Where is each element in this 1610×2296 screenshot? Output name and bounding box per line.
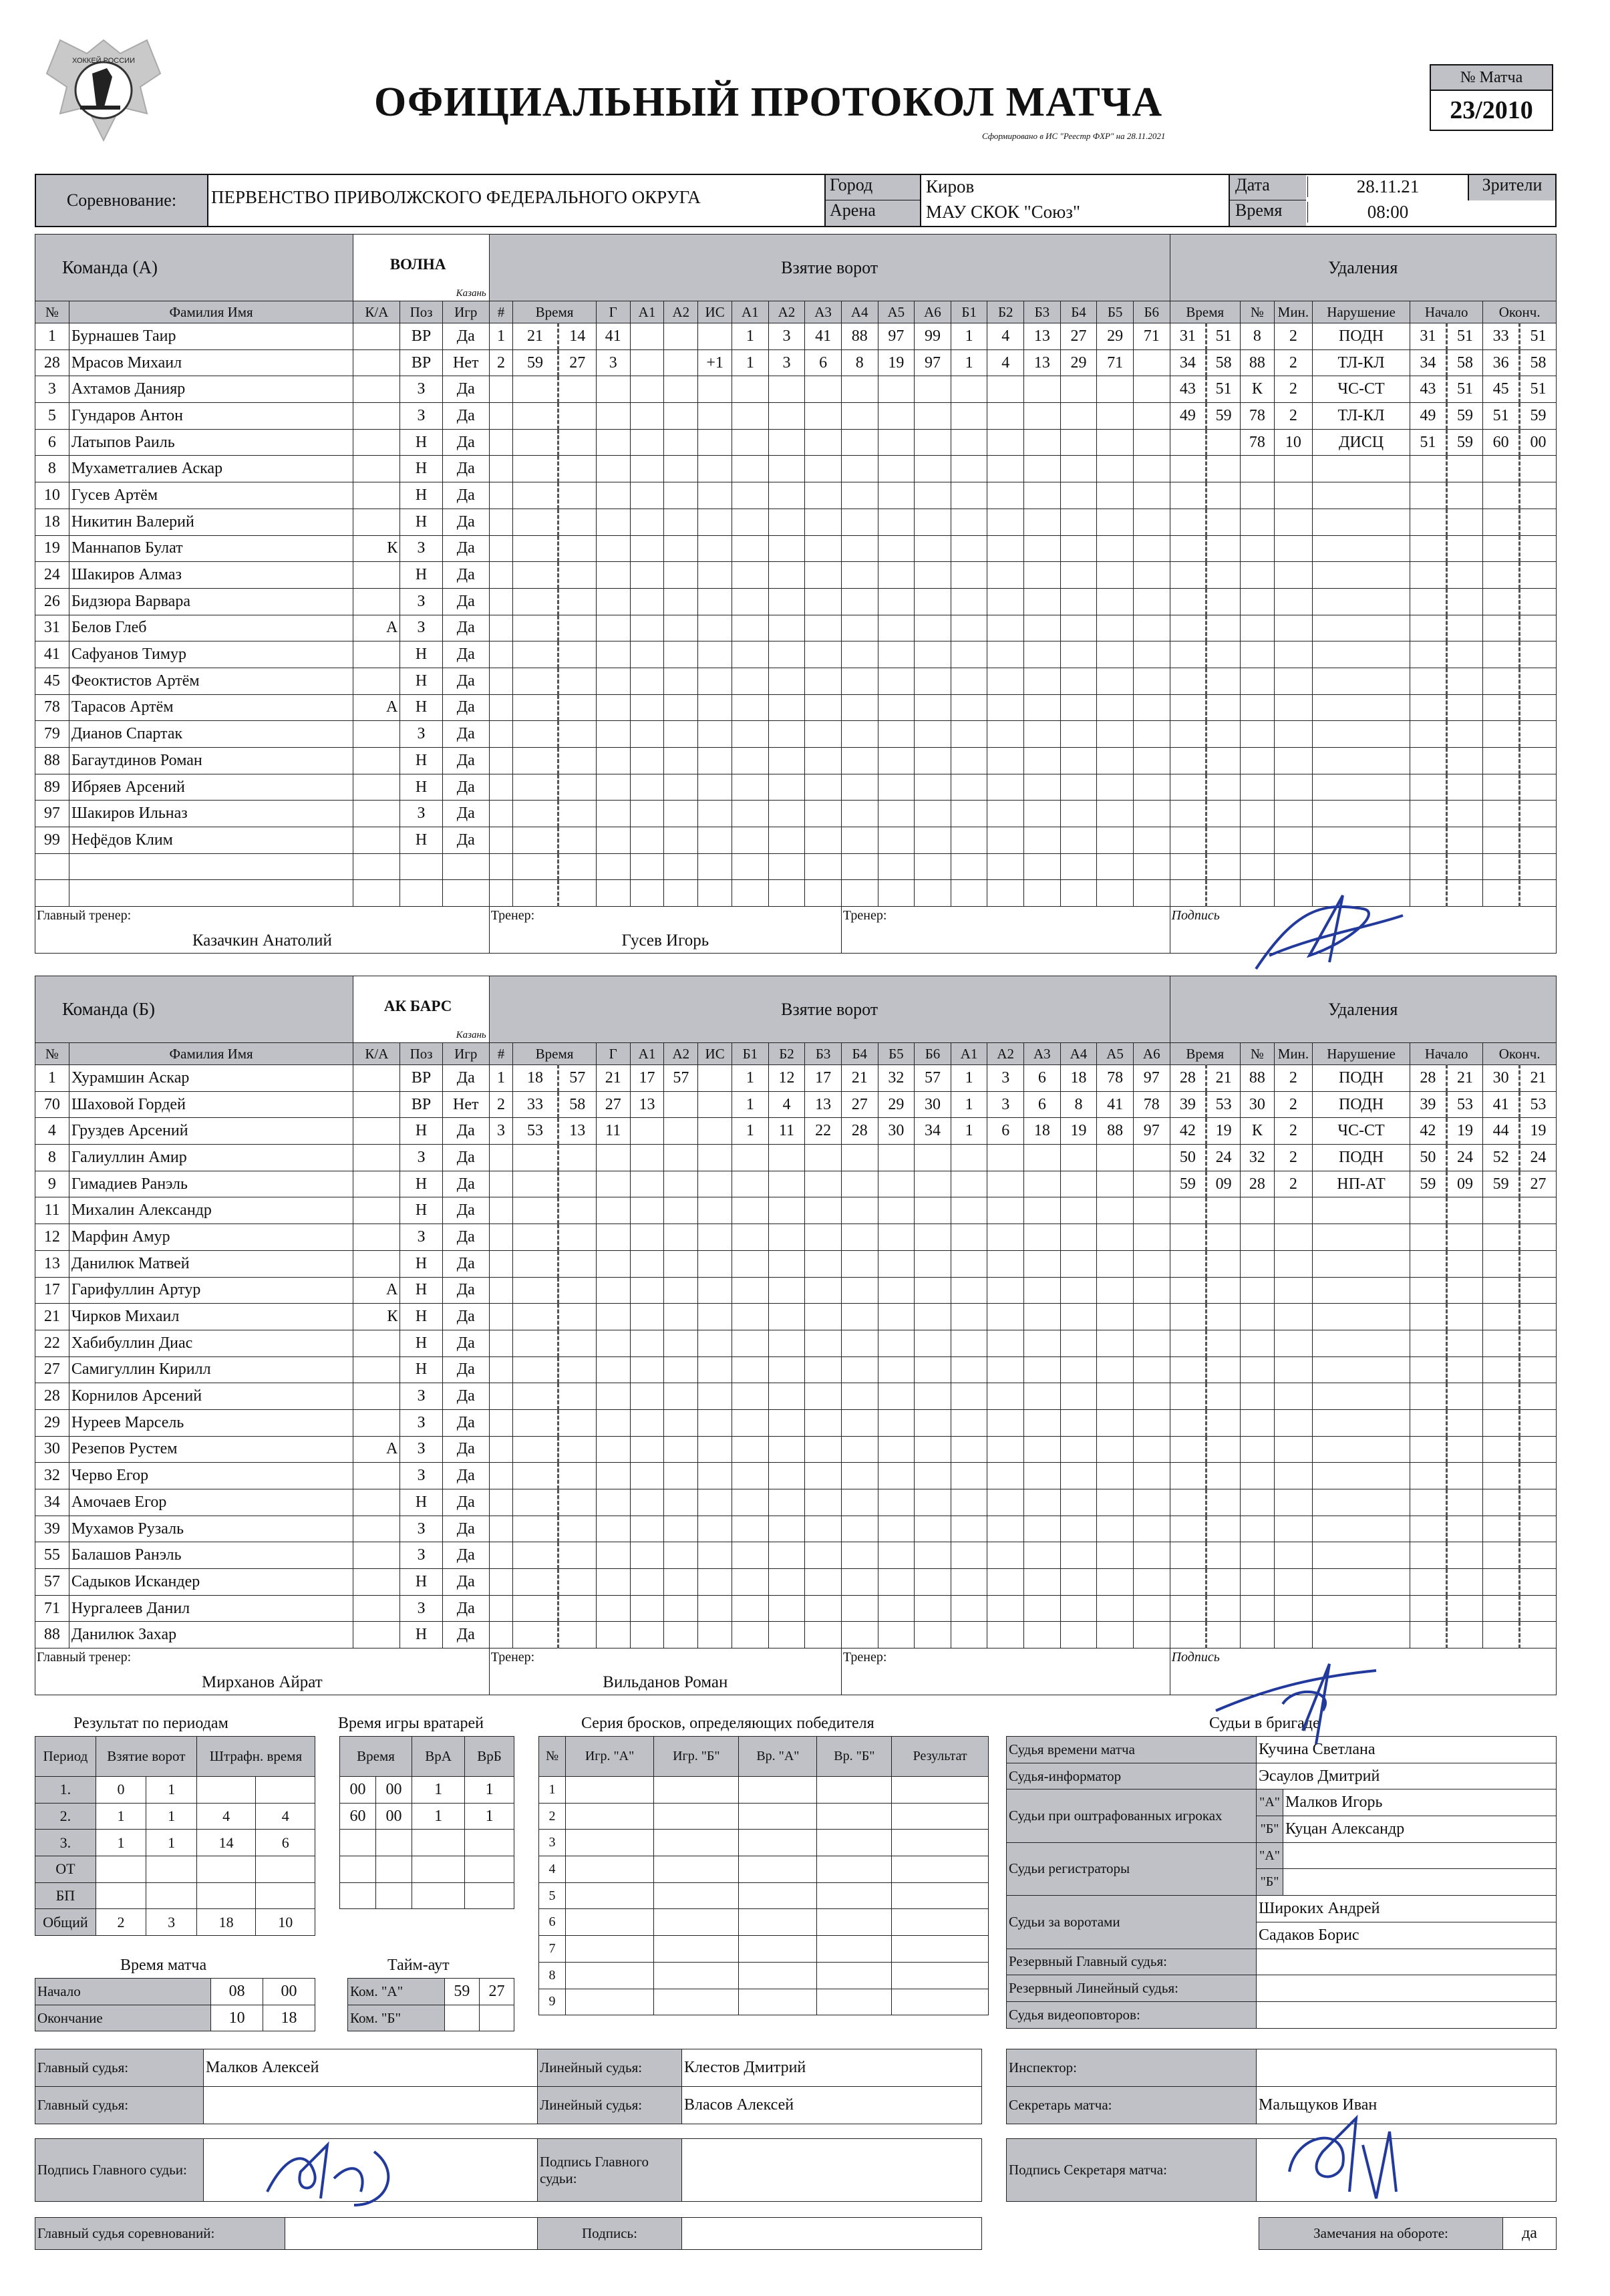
- penalty-cell: 88: [1241, 1065, 1275, 1092]
- team_a-table: Команда (А) ВОЛНА Казань Взятие ворот Удаления № Фамилия Имя К/А Поз Игр # Время Г А1 А2 ИС А1 А2 А3 А4 А5 А6 Б1 Б2 Б3 Б4 Б5 Б6 Время № Мин. Нарушение Начало Оконч. 1 Бурнашев Таир ВР Да 1 21 14 41 1 3 41 88 97 99 1 4 13 27 29 71 31 51 8 2 ПОДН 31 51 33 51 28 Мрасов Михаил ВР Нет 2 59 27 3 +1 1 3 6 8 19 97 1 4 13 29 71 34 58 88 2 ТЛ-КЛ 34 58 36 58 3 Ахтамов Данияр З Да 43 51 К 2 ЧС-СТ 43 51 45 51 5 Гундаров Антон З Да 49 59 78 2 ТЛ-КЛ 49 59 51 59 6 Латыпов Раиль Н Да 78 10 ДИСЦ 51 59 60 00 8 Мухаметгалиев Аскар Н Да 10 Гусев Артём Н Да 18 Никитин Валерий Н Да 19 Маннапов Булат К З Да 24 Шакиров Алмаз Н Да 26 Бидзюра Варвара З Да 31 Белов Глеб А З Да 41 Сафуанов Тимур Н Да 45 Феоктистов Артём Н Да 78 Тарасов Артём А Н Да 79 Дианов Спартак З Да 88 Багаутдинов Роман Н Да 89 Ибряев Арсений Н Да 97 Шакиров Ильназ З Да 99 Нефёдов Клим Н Да Главный тренер: Казачкин Анатолий Тренер: Гусев Игорь Тренер: Подпись: [35, 234, 1557, 954]
- goal-cell: 97: [1133, 1065, 1170, 1092]
- goal-cell: 1: [489, 1065, 513, 1092]
- goal-cell: 57: [915, 1065, 951, 1092]
- goal-cell: [630, 349, 664, 376]
- city: Киров: [926, 176, 975, 196]
- penalty-cell: 30: [1241, 1091, 1275, 1118]
- penalty-cell: 58: [1446, 349, 1483, 376]
- player-row: 18 Никитин Валерий Н Да: [35, 509, 1557, 535]
- goal-cell: 18: [513, 1065, 558, 1092]
- goal-cell: 6: [1024, 1091, 1061, 1118]
- goal-cell: 29: [878, 1091, 915, 1118]
- goal-cell: [698, 1091, 732, 1118]
- timeout-table: Ком. "А" 59 27 Ком. "Б": [347, 1978, 514, 2031]
- referees-table: Судья времени матча Кучина Светлана Судья-информатор Эсаулов Дмитрий Судьи при оштрафованных игроках "А" Малков Игорь "Б" Куцан Александр Судьи регистраторы "А" "Б" Судьи за воротами Широких Андрей Садаков Борис Резервный Главный судья: Резервный Линейный судья: Судья видеоповторов:: [1006, 1736, 1557, 2029]
- penalty-cell: ЧС-СТ: [1312, 1118, 1410, 1145]
- goal-cell: [698, 1065, 732, 1092]
- goal-cell: 78: [1097, 1065, 1134, 1092]
- team_b-coach: Вильданов Роман: [603, 1673, 728, 1692]
- goal-cell: 18: [1060, 1065, 1097, 1092]
- player-row: 28 Корнилов Арсений З Да: [35, 1383, 1557, 1410]
- player-row: 88 Данилюк Захар Н Да: [35, 1622, 1557, 1648]
- player-row: 97 Шакиров Ильназ З Да: [35, 801, 1557, 827]
- goal-cell: 88: [1097, 1118, 1134, 1145]
- player-row: 70 Шаховой Гордей ВР Нет 2 33 58 27 13 1 4 13 27 29 30 1 3 6 8 41 78 39 53 30 2 ПОДН 39 53 41 53: [35, 1091, 1557, 1118]
- secretary-sign-table: Подпись Секретаря матча:: [1006, 2138, 1557, 2202]
- player-row: 99 Нефёдов Клим Н Да: [35, 827, 1557, 854]
- player-row: 29 Нуреев Марсель З Да: [35, 1409, 1557, 1436]
- penalty-cell: 00: [1519, 429, 1556, 456]
- goal-cell: 30: [878, 1118, 915, 1145]
- goal-cell: 27: [558, 349, 596, 376]
- goal-cell: [698, 323, 732, 350]
- penalty-cell: 51: [1206, 376, 1241, 403]
- penalty-cell: 42: [1170, 1118, 1206, 1145]
- team_b-head-coach: Мирханов Айрат: [202, 1673, 323, 1692]
- signatures-table: Подпись Главного судьи: Подпись Главного судьи:: [35, 2138, 982, 2202]
- team-a-section: [35, 234, 1557, 954]
- penalty-cell: 51: [1519, 376, 1556, 403]
- player-row: 6 Латыпов Раиль Н Да 78 10 ДИСЦ 51 59 60 00: [35, 429, 1557, 456]
- period-row: ОТ: [35, 1856, 315, 1883]
- penalty-cell: 51: [1206, 323, 1241, 350]
- player-row: 41 Сафуанов Тимур Н Да: [35, 641, 1557, 668]
- goal-cell: 1: [732, 323, 769, 350]
- goal-cell: 3: [987, 1091, 1024, 1118]
- goal-cell: [664, 323, 698, 350]
- goalie-title: Время игры вратарей: [338, 1715, 484, 1732]
- penalty-cell: 49: [1410, 403, 1447, 430]
- goal-cell: 97: [915, 349, 951, 376]
- player-row: 12 Марфин Амур З Да: [35, 1224, 1557, 1251]
- goal-cell: 1: [951, 349, 987, 376]
- team_a-name: ВОЛНА: [389, 256, 446, 273]
- player-row: 9 Гимадиев Ранэль Н Да 59 09 28 2 НП-АТ 59 09 59 27: [35, 1171, 1557, 1197]
- goal-cell: 14: [558, 323, 596, 350]
- penalty-cell: 2: [1274, 1091, 1312, 1118]
- player-row: 1 Хурамшин Аскар ВР Да 1 18 57 21 17 57 1 12 17 21 32 57 1 3 6 18 78 97 28 21 88 2 ПОДН 28 21 30 21: [35, 1065, 1557, 1092]
- penalty-cell: 59: [1446, 429, 1483, 456]
- goal-cell: 19: [1060, 1118, 1097, 1145]
- signature-secretary-icon: [1269, 2105, 1430, 2205]
- player-row: 13 Данилюк Матвей Н Да: [35, 1250, 1557, 1277]
- player-row: 24 Шакиров Алмаз Н Да: [35, 562, 1557, 589]
- goal-cell: 3: [987, 1065, 1024, 1092]
- goal-cell: 2: [489, 349, 513, 376]
- goal-cell: 53: [513, 1118, 558, 1145]
- goal-cell: 71: [1097, 349, 1134, 376]
- goal-cell: 11: [768, 1118, 805, 1145]
- notes-table: Замечания на обороте: да: [1259, 2217, 1557, 2250]
- penalty-cell: 59: [1410, 1171, 1447, 1197]
- competition-name: ПЕРВЕНСТВО ПРИВОЛЖСКОГО ФЕДЕРАЛЬНОГО ОКРУГА: [211, 187, 701, 207]
- player-row: 57 Садыков Искандер Н Да: [35, 1569, 1557, 1596]
- penalty-cell: 33: [1483, 323, 1520, 350]
- penalty-cell: 32: [1241, 1145, 1275, 1171]
- goal-cell: 4: [987, 349, 1024, 376]
- penalty-cell: 44: [1483, 1118, 1520, 1145]
- goal-cell: 3: [768, 349, 805, 376]
- chief-referee-table: Главный судья соревнований: Подпись:: [35, 2217, 982, 2250]
- player-row: 34 Амочаев Егор Н Да: [35, 1489, 1557, 1516]
- penalty-cell: 36: [1483, 349, 1520, 376]
- periods-table: Период Взятие ворот Штрафн. время 1. 0 1 2. 1 1 4 4 3. 1 1 14 6 ОТ БП Общий 2 3 18 10: [35, 1736, 315, 1936]
- goal-cell: 3: [768, 323, 805, 350]
- team_b-table: Команда (Б) АК БАРС Казань Взятие ворот Удаления № Фамилия Имя К/А Поз Игр # Время Г А1 А2 ИС Б1 Б2 Б3 Б4 Б5 Б6 А1 А2 А3 А4 А5 А6 Время № Мин. Нарушение Начало Оконч. 1 Хурамшин Аскар ВР Да 1 18 57 21 17 57 1 12 17 21 32 57 1 3 6 18 78 97 28 21 88 2 ПОДН 28 21 30 21 70 Шаховой Гордей ВР Нет 2 33 58 27 13 1 4 13 27 29 30 1 3 6 8 41 78 39 53 30 2 ПОДН 39 53 41 53 4 Груздев Арсений Н Да 3 53 13 11 1 11 22 28 30 34 1 6 18 19 88 97 42 19 К 2 ЧС-СТ 42 19 44 19 8 Галиуллин Амир З Да 50 24 32 2 ПОДН 50 24 52 24 9 Гимадиев Ранэль Н Да 59 09 28 2 НП-АТ 59 09 59 27 11 Михалин Александр Н Да 12 Марфин Амур З Да 13 Данилюк Матвей Н Да 17 Гарифуллин Артур А Н Да 21 Чирков Михаил К Н Да 22 Хабибуллин Диас Н Да 27 Самигуллин Кирилл Н Да 28 Корнилов Арсений З Да 29 Нуреев Марсель З Да 30 Резепов Рустем А З Да 32 Черво Егор З Да 34 Амочаев Егор Н Да 39 Мухамов Рузаль З Да 55 Балашов Ранэль З Да 57 Садыков Искандер Н Да 71 Нургалеев Данил З Да 88 Данилюк Захар Н Да Главный тренер: Мирханов Айрат Тренер: Вильданов Роман Тренер: Подпись: [35, 976, 1557, 1695]
- penalty-cell: 39: [1410, 1091, 1447, 1118]
- periods-title: Результат по периодам: [73, 1715, 228, 1732]
- period-row: БП: [35, 1882, 315, 1909]
- player-row: 31 Белов Глеб А З Да: [35, 615, 1557, 641]
- penalty-cell: К: [1240, 376, 1274, 403]
- goal-cell: 1: [732, 349, 769, 376]
- goal-cell: 41: [805, 323, 842, 350]
- penalty-cell: 51: [1483, 403, 1520, 430]
- penalty-cell: 19: [1446, 1118, 1483, 1145]
- penalty-cell: ТЛ-КЛ: [1312, 403, 1410, 430]
- player-row: 1 Бурнашев Таир ВР Да 1 21 14 41 1 3 41 88 97 99 1 4 13 27 29 71 31 51 8 2 ПОДН 31 51 33 51: [35, 323, 1557, 350]
- penalty-cell: 60: [1483, 429, 1520, 456]
- goal-cell: 21: [841, 1065, 878, 1092]
- period-row: 2. 1 1 4 4: [35, 1803, 315, 1830]
- player-row: 78 Тарасов Артём А Н Да: [35, 694, 1557, 721]
- penalty-cell: ЧС-СТ: [1312, 376, 1410, 403]
- penalty-cell: 19: [1519, 1118, 1556, 1145]
- player-row: 28 Мрасов Михаил ВР Нет 2 59 27 3 +1 1 3 6 8 19 97 1 4 13 29 71 34 58 88 2 ТЛ-КЛ 34 58 36 58: [35, 349, 1557, 376]
- team-b-section: [35, 976, 1557, 1695]
- penalty-cell: 2: [1274, 1171, 1312, 1197]
- penalty-cell: ДИСЦ: [1312, 429, 1410, 456]
- penalty-cell: 50: [1410, 1145, 1447, 1171]
- penalty-cell: 59: [1170, 1171, 1206, 1197]
- goal-cell: 71: [1133, 323, 1170, 350]
- goal-cell: 1: [951, 1118, 987, 1145]
- penalty-cell: ТЛ-КЛ: [1312, 349, 1410, 376]
- goal-cell: 13: [558, 1118, 596, 1145]
- penalty-cell: 2: [1274, 1145, 1312, 1171]
- penalty-cell: 2: [1274, 376, 1312, 403]
- penalty-cell: 24: [1206, 1145, 1241, 1171]
- goal-cell: 58: [558, 1091, 596, 1118]
- goal-cell: [698, 1118, 732, 1145]
- penalty-cell: ПОДН: [1312, 1091, 1410, 1118]
- signature-team-a-icon: [1229, 882, 1416, 989]
- goal-cell: 59: [513, 349, 558, 376]
- svg-text:ХОККЕЙ РОССИИ: ХОККЕЙ РОССИИ: [72, 57, 135, 65]
- goal-cell: [664, 349, 698, 376]
- shootout-table: № Игр. "А" Игр. "Б" Вр. "А" Вр. "Б" Результат 1 2 3 4 5 6 7 8 9: [538, 1736, 989, 2015]
- goal-cell: 22: [805, 1118, 842, 1145]
- penalty-cell: 59: [1446, 403, 1483, 430]
- goal-cell: 41: [1097, 1091, 1134, 1118]
- arena: МАУ СКОК "Союз": [926, 202, 1080, 222]
- penalty-cell: ПОДН: [1312, 1065, 1410, 1092]
- penalty-cell: 24: [1519, 1145, 1556, 1171]
- match-time-table: Начало 08 00 Окончание 10 18: [35, 1978, 315, 2031]
- goal-cell: 3: [489, 1118, 513, 1145]
- player-row: 17 Гарифуллин Артур А Н Да: [35, 1277, 1557, 1304]
- signature-team-b-icon: [1202, 1651, 1403, 1751]
- team_b-name: АК БАРС: [383, 998, 452, 1014]
- period-row: 1. 0 1: [35, 1777, 315, 1804]
- penalty-cell: 43: [1410, 376, 1447, 403]
- goal-cell: [630, 1118, 664, 1145]
- penalty-cell: 42: [1410, 1118, 1447, 1145]
- match-number-box: № Матча 23/2010: [1430, 64, 1553, 131]
- penalty-cell: 30: [1483, 1065, 1520, 1092]
- player-row: 10 Гусев Артём Н Да: [35, 482, 1557, 509]
- officials-table: Главный судья: Малков Алексей Линейный судья: Клестов Дмитрий Главный судья: Линейный судья: Власов Алексей: [35, 2049, 982, 2124]
- penalty-cell: 51: [1446, 323, 1483, 350]
- referees-title: Судьи в бригаде: [1209, 1715, 1320, 1732]
- penalty-cell: 59: [1519, 403, 1556, 430]
- goal-cell: 57: [558, 1065, 596, 1092]
- penalty-cell: 78: [1240, 429, 1274, 456]
- goal-cell: 17: [805, 1065, 842, 1092]
- penalty-cell: 2: [1274, 403, 1312, 430]
- penalty-cell: К: [1241, 1118, 1275, 1145]
- penalty-cell: [1170, 429, 1206, 456]
- goal-cell: 1: [732, 1118, 769, 1145]
- team_a-coach: Гусев Игорь: [621, 931, 709, 950]
- player-row: 55 Балашов Ранэль З Да: [35, 1542, 1557, 1569]
- goal-cell: 32: [878, 1065, 915, 1092]
- goal-cell: 27: [596, 1091, 630, 1118]
- penalty-cell: 78: [1240, 403, 1274, 430]
- goal-cell: 6: [805, 349, 842, 376]
- player-row: 5 Гундаров Антон З Да 49 59 78 2 ТЛ-КЛ 49 59 51 59: [35, 403, 1557, 430]
- player-row: 26 Бидзюра Варвара З Да: [35, 588, 1557, 615]
- penalty-cell: 59: [1206, 403, 1241, 430]
- goal-cell: 1: [489, 323, 513, 350]
- page-title: ОФИЦИАЛЬНЫЙ ПРОТОКОЛ МАТЧА: [374, 80, 1163, 125]
- penalty-cell: 34: [1410, 349, 1447, 376]
- penalty-cell: 52: [1483, 1145, 1520, 1171]
- goal-cell: 27: [841, 1091, 878, 1118]
- penalty-cell: 58: [1206, 349, 1241, 376]
- penalty-cell: 2: [1274, 1118, 1312, 1145]
- penalty-cell: 43: [1170, 376, 1206, 403]
- goal-cell: 1: [732, 1091, 769, 1118]
- goal-cell: 99: [915, 323, 951, 350]
- goal-cell: 19: [878, 349, 915, 376]
- penalty-cell: 8: [1240, 323, 1274, 350]
- penalty-cell: 41: [1483, 1091, 1520, 1118]
- penalty-cell: 51: [1519, 323, 1556, 350]
- player-row: 8 Мухаметгалиев Аскар Н Да: [35, 456, 1557, 482]
- penalty-cell: 2: [1274, 323, 1312, 350]
- goal-cell: 11: [596, 1118, 630, 1145]
- penalty-cell: 58: [1519, 349, 1556, 376]
- penalty-cell: 51: [1410, 429, 1447, 456]
- match-number: 23/2010: [1450, 96, 1533, 124]
- goal-cell: [1133, 349, 1170, 376]
- penalty-cell: 28: [1241, 1171, 1275, 1197]
- team_a-head-coach: Казачкин Анатолий: [192, 931, 332, 950]
- goal-cell: 18: [1024, 1118, 1061, 1145]
- inspector-table: Инспектор: Секретарь матча: Мальщуков Иван: [1006, 2049, 1557, 2124]
- goal-cell: 6: [1024, 1065, 1061, 1092]
- goal-cell: 4: [768, 1091, 805, 1118]
- goal-cell: 8: [1060, 1091, 1097, 1118]
- goal-cell: 6: [987, 1118, 1024, 1145]
- period-row: 3. 1 1 14 6: [35, 1830, 315, 1856]
- goal-cell: 2: [489, 1091, 513, 1118]
- goal-cell: 29: [1097, 323, 1134, 350]
- goal-cell: 13: [1024, 349, 1061, 376]
- penalty-cell: 34: [1170, 349, 1206, 376]
- player-row: 88 Багаутдинов Роман Н Да: [35, 748, 1557, 774]
- penalty-cell: 2: [1274, 349, 1312, 376]
- player-row: 19 Маннапов Булат К З Да: [35, 535, 1557, 562]
- goal-cell: [664, 1118, 698, 1145]
- penalty-cell: ПОДН: [1312, 1145, 1410, 1171]
- goal-cell: 41: [596, 323, 630, 350]
- penalty-cell: 21: [1446, 1065, 1483, 1092]
- penalty-cell: 39: [1170, 1091, 1206, 1118]
- goal-cell: 97: [878, 323, 915, 350]
- goal-cell: 13: [1024, 323, 1061, 350]
- player-row: 30 Резепов Рустем А З Да: [35, 1436, 1557, 1463]
- penalty-cell: НП-АТ: [1312, 1171, 1410, 1197]
- match-date: 28.11.21: [1307, 176, 1468, 197]
- player-row: 8 Галиуллин Амир З Да 50 24 32 2 ПОДН 50 24 52 24: [35, 1145, 1557, 1171]
- penalty-cell: 31: [1170, 323, 1206, 350]
- goal-cell: 3: [596, 349, 630, 376]
- player-row: [35, 853, 1557, 880]
- goal-cell: 57: [664, 1065, 698, 1092]
- goal-cell: 21: [596, 1065, 630, 1092]
- penalty-cell: 59: [1483, 1171, 1520, 1197]
- penalty-cell: 27: [1519, 1171, 1556, 1197]
- goalie-table: Время ВрА ВрБ 00 00 1 1 60 00 1 1: [339, 1736, 514, 1909]
- penalty-cell: 2: [1274, 1065, 1312, 1092]
- goal-cell: 97: [1133, 1118, 1170, 1145]
- goal-cell: [664, 1091, 698, 1118]
- player-row: 3 Ахтамов Данияр З Да 43 51 К 2 ЧС-СТ 43 51 45 51: [35, 376, 1557, 403]
- match-time: 08:00: [1307, 202, 1468, 223]
- goal-cell: [630, 323, 664, 350]
- penalty-cell: 09: [1446, 1171, 1483, 1197]
- player-row: 22 Хабибуллин Диас Н Да: [35, 1330, 1557, 1356]
- penalty-cell: 53: [1446, 1091, 1483, 1118]
- goal-cell: 78: [1133, 1091, 1170, 1118]
- hockey-russia-logo-icon: [40, 27, 167, 147]
- penalty-cell: 45: [1483, 376, 1520, 403]
- goal-cell: +1: [698, 349, 732, 376]
- goal-cell: 28: [841, 1118, 878, 1145]
- goal-cell: 1: [951, 323, 987, 350]
- penalty-cell: 21: [1206, 1065, 1241, 1092]
- penalty-cell: 31: [1410, 323, 1447, 350]
- penalty-cell: 28: [1170, 1065, 1206, 1092]
- period-row: Общий 2 3 18 10: [35, 1909, 315, 1936]
- penalty-cell: 50: [1170, 1145, 1206, 1171]
- goal-cell: 27: [1060, 323, 1097, 350]
- penalty-cell: 10: [1274, 429, 1312, 456]
- penalty-cell: 19: [1206, 1118, 1241, 1145]
- penalty-cell: 49: [1170, 403, 1206, 430]
- penalty-cell: 09: [1206, 1171, 1241, 1197]
- player-row: 27 Самигуллин Кирилл Н Да: [35, 1356, 1557, 1383]
- penalty-cell: 53: [1206, 1091, 1241, 1118]
- goal-cell: 13: [630, 1091, 664, 1118]
- player-row: 71 Нургалеев Данил З Да: [35, 1595, 1557, 1622]
- goal-cell: 88: [841, 323, 878, 350]
- player-row: 11 Михалин Александр Н Да: [35, 1197, 1557, 1224]
- goal-cell: 34: [915, 1118, 951, 1145]
- player-row: 89 Ибряев Арсений Н Да: [35, 774, 1557, 801]
- goal-cell: 1: [732, 1065, 769, 1092]
- generated-note: Сформировано в ИС "Реестр ФХР" на 28.11.2021: [982, 131, 1166, 141]
- penalty-cell: 24: [1446, 1145, 1483, 1171]
- goal-cell: 17: [630, 1065, 664, 1092]
- goal-cell: 21: [513, 323, 558, 350]
- player-row: 21 Чирков Михаил К Н Да: [35, 1304, 1557, 1330]
- goal-cell: 1: [951, 1091, 987, 1118]
- player-row: 4 Груздев Арсений Н Да 3 53 13 11 1 11 22 28 30 34 1 6 18 19 88 97 42 19 К 2 ЧС-СТ 42 19 44 19: [35, 1118, 1557, 1145]
- penalty-cell: 88: [1240, 349, 1274, 376]
- goal-cell: 1: [951, 1065, 987, 1092]
- goal-cell: 4: [987, 323, 1024, 350]
- player-row: 45 Феоктистов Артём Н Да: [35, 668, 1557, 694]
- signature-main-referee-icon: [254, 2132, 414, 2212]
- goal-cell: 13: [805, 1091, 842, 1118]
- penalty-cell: ПОДН: [1312, 323, 1410, 350]
- match-header: Соревнование: ПЕРВЕНСТВО ПРИВОЛЖСКОГО ФЕДЕРАЛЬНОГО ОКРУГА Город Арена Киров МАУ СКОК "Союз" Дата Время 28.11.21 08:00 Зрители: [35, 174, 1557, 227]
- shootout-title: Серия бросков, определяющих победителя: [581, 1715, 874, 1732]
- player-row: 39 Мухамов Рузаль З Да: [35, 1516, 1557, 1542]
- goal-cell: 12: [768, 1065, 805, 1092]
- goal-cell: 8: [841, 349, 878, 376]
- penalty-cell: 28: [1410, 1065, 1447, 1092]
- penalty-cell: 21: [1519, 1065, 1556, 1092]
- penalty-cell: 51: [1446, 376, 1483, 403]
- goal-cell: 29: [1060, 349, 1097, 376]
- penalty-cell: 53: [1519, 1091, 1556, 1118]
- penalty-cell: [1206, 429, 1241, 456]
- player-row: 79 Дианов Спартак З Да: [35, 721, 1557, 748]
- player-row: 32 Черво Егор З Да: [35, 1463, 1557, 1489]
- goal-cell: 30: [915, 1091, 951, 1118]
- goal-cell: 33: [513, 1091, 558, 1118]
